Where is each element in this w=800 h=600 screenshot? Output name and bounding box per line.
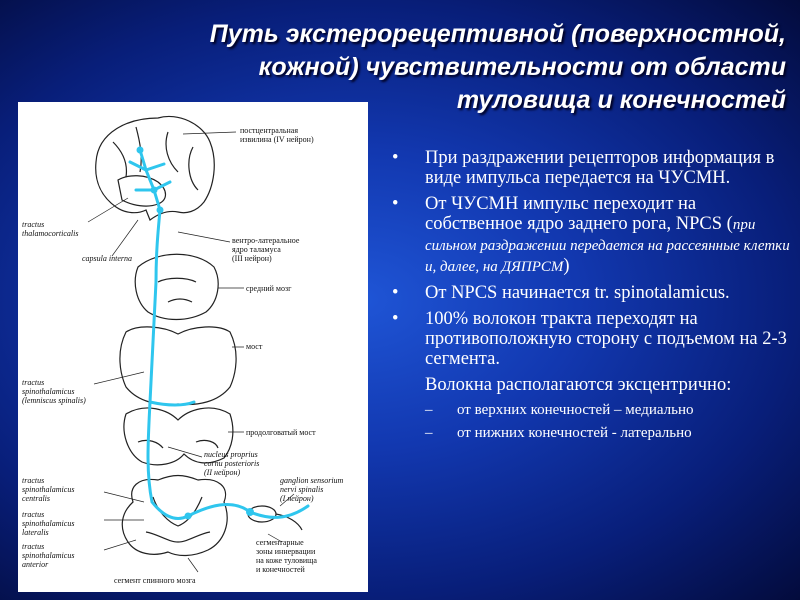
midbrain-section (135, 254, 218, 319)
label-postcentral: постцентральная извилина (IV нейрон) (240, 126, 314, 144)
sub-item-text: от верхних конечностей – медиально (457, 402, 694, 418)
sub-item (425, 424, 792, 442)
label-ganglion: ganglion sensorium nervi spinalis (I нейрон) (280, 476, 344, 503)
sub-item-text: от нижних конечностей - латерально (457, 425, 692, 441)
sub-item (425, 401, 792, 419)
label-thalamocorticalis: tractus thalamocorticalis (22, 220, 79, 238)
pons-section (120, 327, 236, 405)
bullet-note: при сильном раздражении передается на рассеянные клетки и, далее, на ДЯПРСМ (425, 217, 790, 275)
pathway-diagram (18, 102, 368, 592)
label-medulla: продолговатый мост (246, 428, 316, 437)
spinal-segment (122, 476, 227, 556)
label-capsula-interna: capsula interna (82, 254, 132, 263)
bullet-item (392, 309, 792, 369)
label-midbrain: средний мозг (246, 284, 292, 293)
label-pons: мост (246, 342, 263, 351)
bullet-marker: • (392, 283, 399, 303)
bullet-text: При раздражении рецепторов информация в виде импульса передается на ЧУСМН. (425, 148, 775, 188)
dash-marker: – (425, 425, 433, 441)
label-spinothalamicus-centralis: tractus spinothalamicus centralis (22, 476, 75, 503)
bullet-list (392, 148, 792, 447)
bullet-marker: • (392, 194, 399, 214)
bullet-marker: • (392, 309, 399, 329)
title-line-1: Путь экстерорецептивной (поверхностной, (209, 20, 786, 48)
label-segmental-zones: сегментарные зоны иннервации на коже туловища и конечностей (256, 538, 317, 574)
label-spinal-segment: сегмент спинного мозга (114, 576, 196, 585)
title-line-3: туловища и конечностей (456, 86, 786, 114)
bullet-item (392, 283, 792, 303)
continuation-text: Волокна располагаются эксцентрично: (425, 375, 732, 395)
continuation-paragraph (392, 375, 792, 442)
title-line-2: кожной) чувствительности от области (258, 53, 786, 81)
dash-marker: – (425, 402, 433, 418)
bullet-text: 100% волокон тракта переходят на противоположную сторону с подъемом на 2-3 сегмента. (425, 309, 787, 369)
bullet-text: От NPCS начинается tr. spinotalamicus. (425, 283, 730, 303)
bullet-item (392, 148, 792, 188)
bullet-tail: ) (563, 256, 570, 276)
label-nucleus-proprius: nucleus proprius cornu posterioris (II нейрон) (204, 450, 260, 477)
sub-list (425, 401, 792, 442)
label-ventrolateral-nucleus: вентро-латеральное ядро таламуса (III нейрон) (232, 236, 300, 263)
bullet-text: От ЧУСМН импульс переходит на собственное ядро заднего рога, NPCS ( (425, 194, 733, 234)
label-spinothalamicus-lateralis: tractus spinothalamicus lateralis (22, 510, 75, 537)
bullet-marker: • (392, 148, 399, 168)
label-spinothalamicus-anterior: tractus spinothalamicus anterior (22, 542, 75, 569)
bullet-item (392, 194, 792, 277)
label-spinothalamicus: tractus spinothalamicus (lemniscus spinalis) (22, 378, 86, 405)
